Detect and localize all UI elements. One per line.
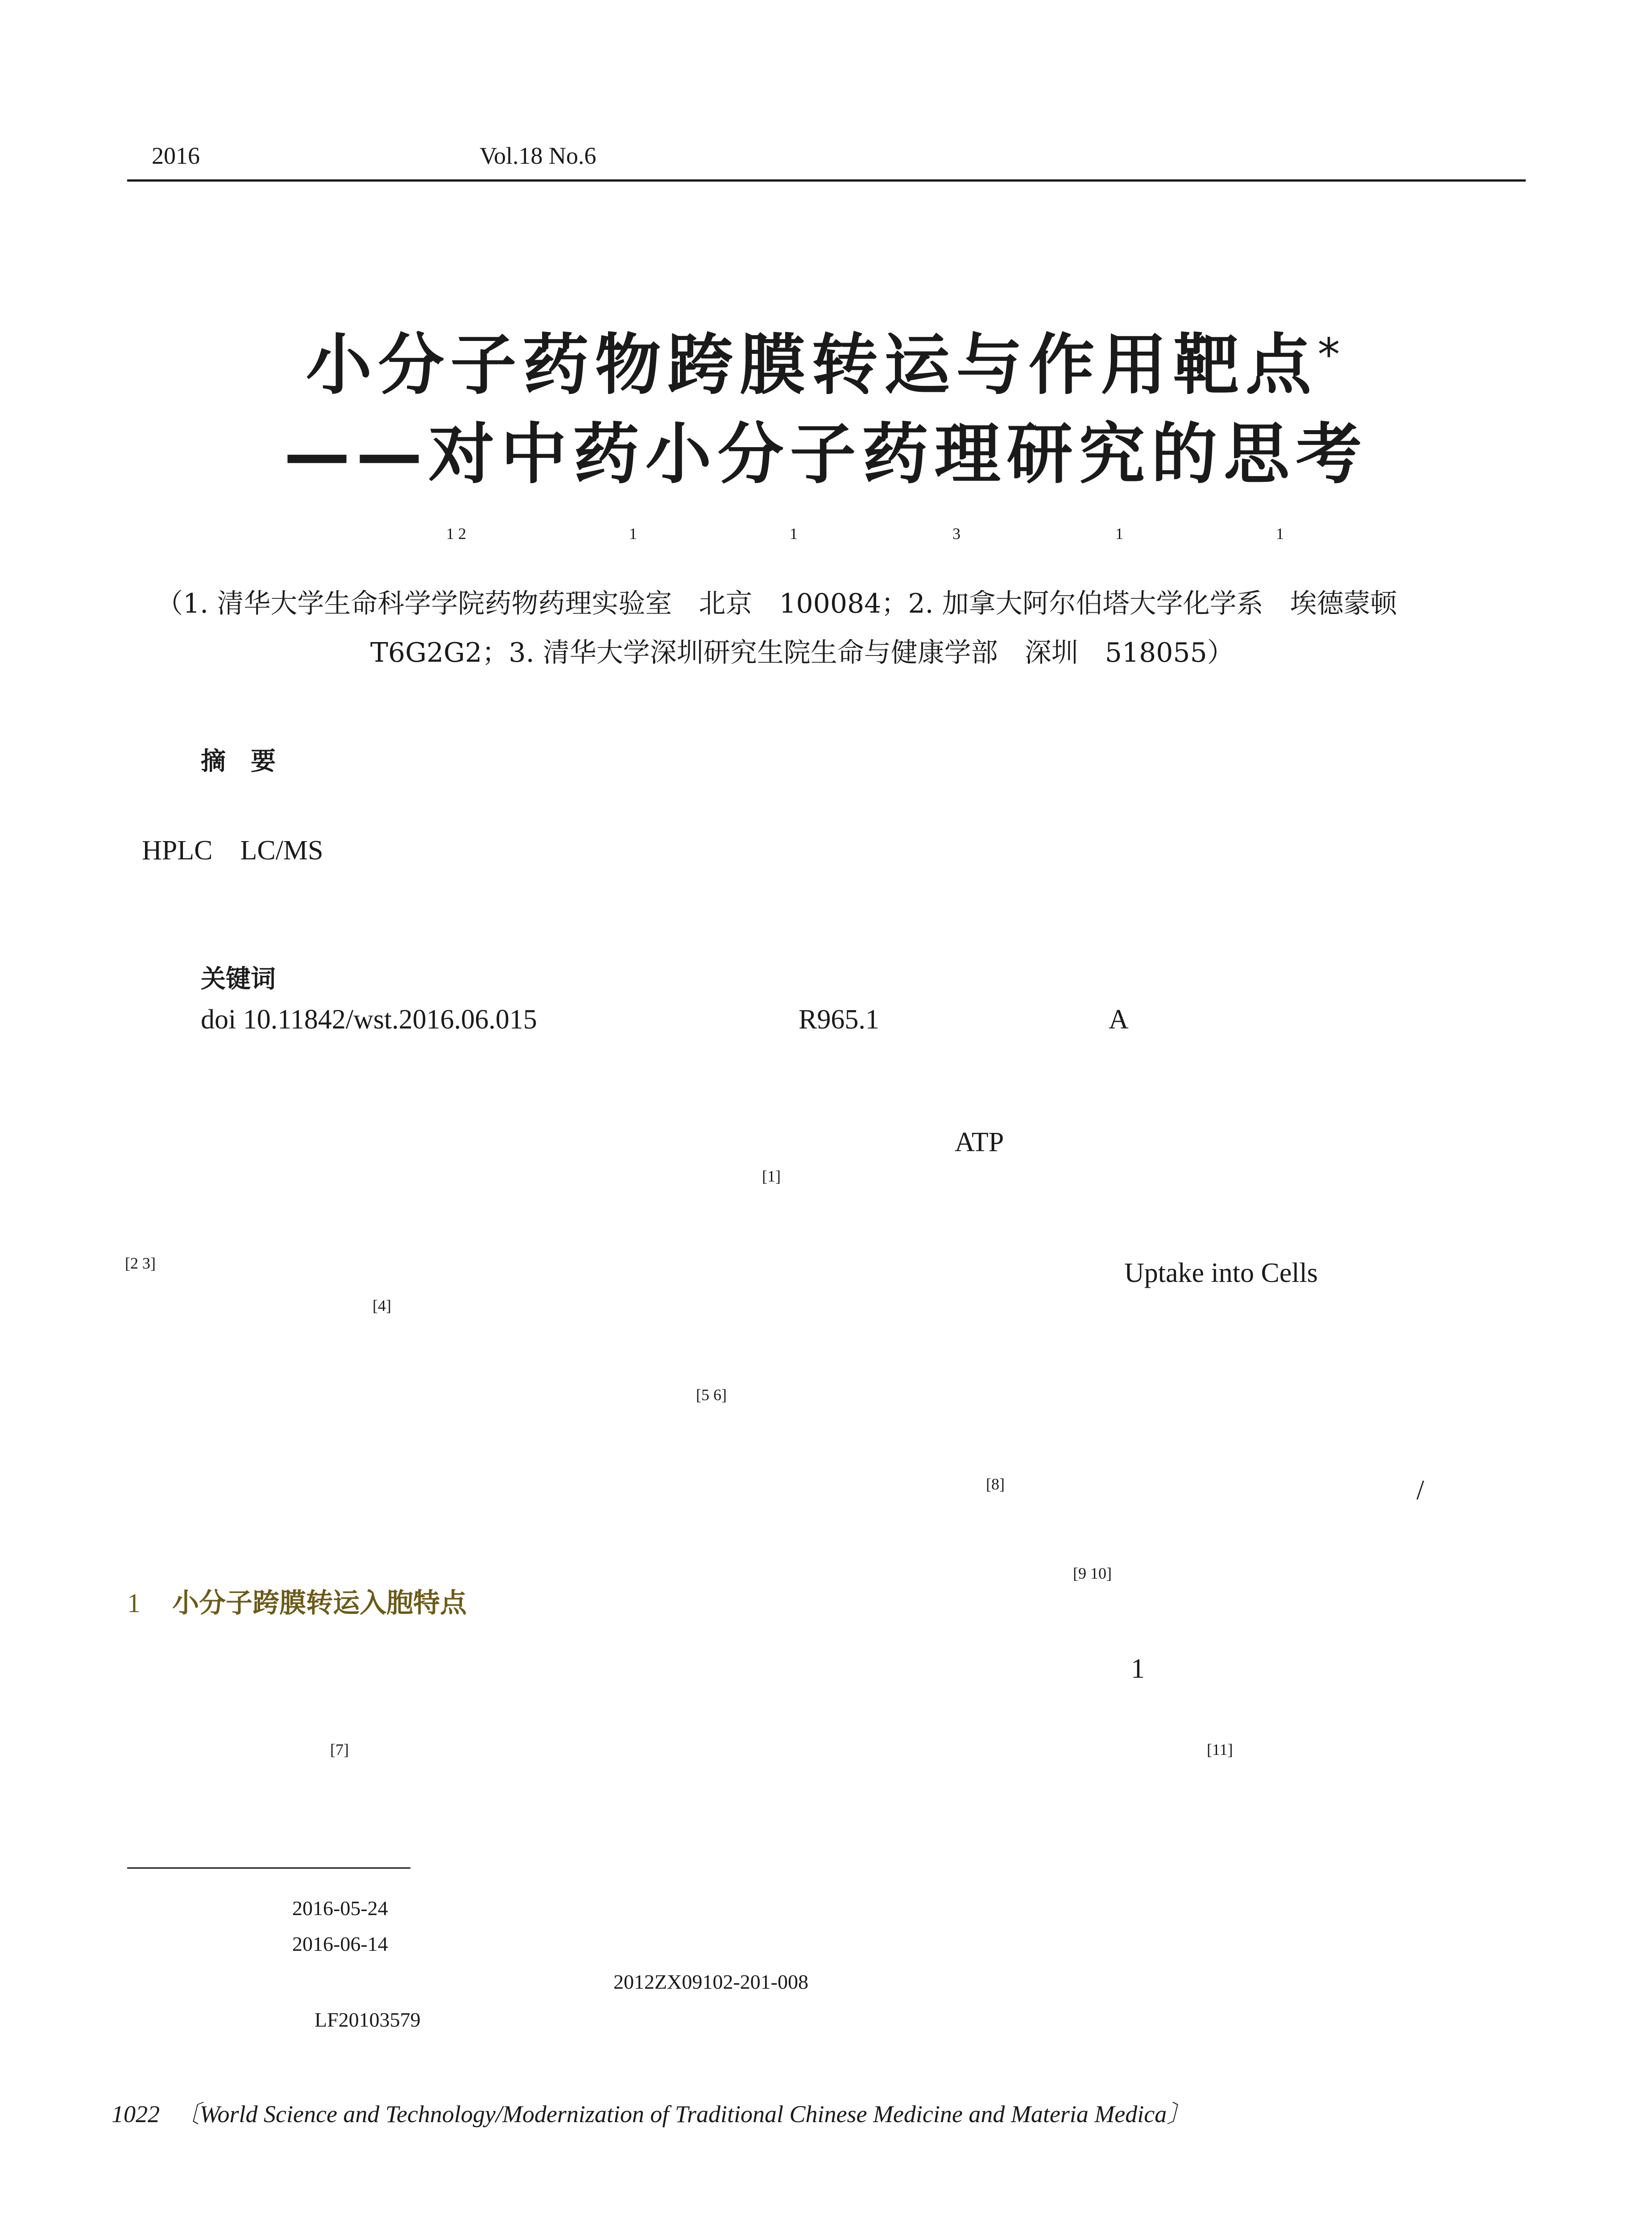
header-year: 2016 <box>152 142 200 169</box>
ref-11: [11] <box>1207 1741 1233 1758</box>
author-sup-2: 1 <box>629 525 637 543</box>
title-asterisk: * <box>1317 328 1346 381</box>
body-uptake: Uptake into Cells <box>1124 1258 1318 1288</box>
clc-number: R965.1 <box>799 1004 879 1035</box>
ref-8: [8] <box>986 1475 1005 1493</box>
header-rule <box>127 179 1526 182</box>
journal-name: 〔World Science and Technology/Modernization of Traditional Chinese Medicine and Materia Medica〕 <box>175 2101 1191 2127</box>
abstract-methods: HPLC LC/MS <box>142 835 323 866</box>
abstract-label: 摘 要 <box>201 747 276 776</box>
body-atp: ATP <box>955 1127 1004 1157</box>
ref-5-6: [5 6] <box>696 1386 727 1404</box>
footer-line <box>112 2095 1191 2129</box>
footnote-revised: 2016-06-14 <box>292 1932 388 1955</box>
keywords-label: 关键词 <box>201 965 276 994</box>
section-1-title: 小分子跨膜转运入胞特点 <box>172 1588 467 1619</box>
ref-1: [1] <box>762 1167 781 1185</box>
footnote-rule <box>127 1867 410 1869</box>
body-one: 1 <box>1131 1654 1145 1684</box>
ref-4: [4] <box>373 1297 391 1315</box>
section-1-heading <box>127 1582 467 1620</box>
document-code: A <box>1109 1004 1129 1035</box>
author-sup-6: 1 <box>1276 525 1284 543</box>
author-sup-5: 1 <box>1115 525 1123 543</box>
page-number: 1022 <box>112 2101 160 2127</box>
footnote-grant-2: LF20103579 <box>315 2008 421 2031</box>
ref-9-10: [9 10] <box>1073 1564 1112 1582</box>
section-1-number: 1 <box>127 1588 141 1618</box>
paper-subtitle: ——对中药小分子药理研究的思考 <box>284 416 1368 493</box>
footnote-received: 2016-05-24 <box>292 1897 388 1920</box>
author-sup-4: 3 <box>952 525 961 543</box>
author-sup-3: 1 <box>790 525 798 543</box>
author-sup-1: 1 2 <box>446 525 466 543</box>
ref-2-3: [2 3] <box>125 1254 156 1272</box>
affiliation-line2: T6G2G2；3. 清华大学深圳研究生院生命与健康学部 深圳 518055） <box>370 637 1234 668</box>
header-volume: Vol.18 No.6 <box>480 142 596 169</box>
affiliation-line1: （1. 清华大学生命科学学院药物药理实验室 北京 100084；2. 加拿大阿尔伯塔大学化学系 埃德蒙顿 <box>156 588 1397 619</box>
paper-title <box>0 312 1652 407</box>
body-slash: / <box>1416 1475 1424 1505</box>
footnote-grant-1: 2012ZX09102-201-008 <box>613 1970 808 1993</box>
ref-7: [7] <box>330 1741 349 1758</box>
doi: doi 10.11842/wst.2016.06.015 <box>201 1004 537 1035</box>
title-line1: 小分子药物跨膜转运与作用靶点 <box>306 327 1318 403</box>
